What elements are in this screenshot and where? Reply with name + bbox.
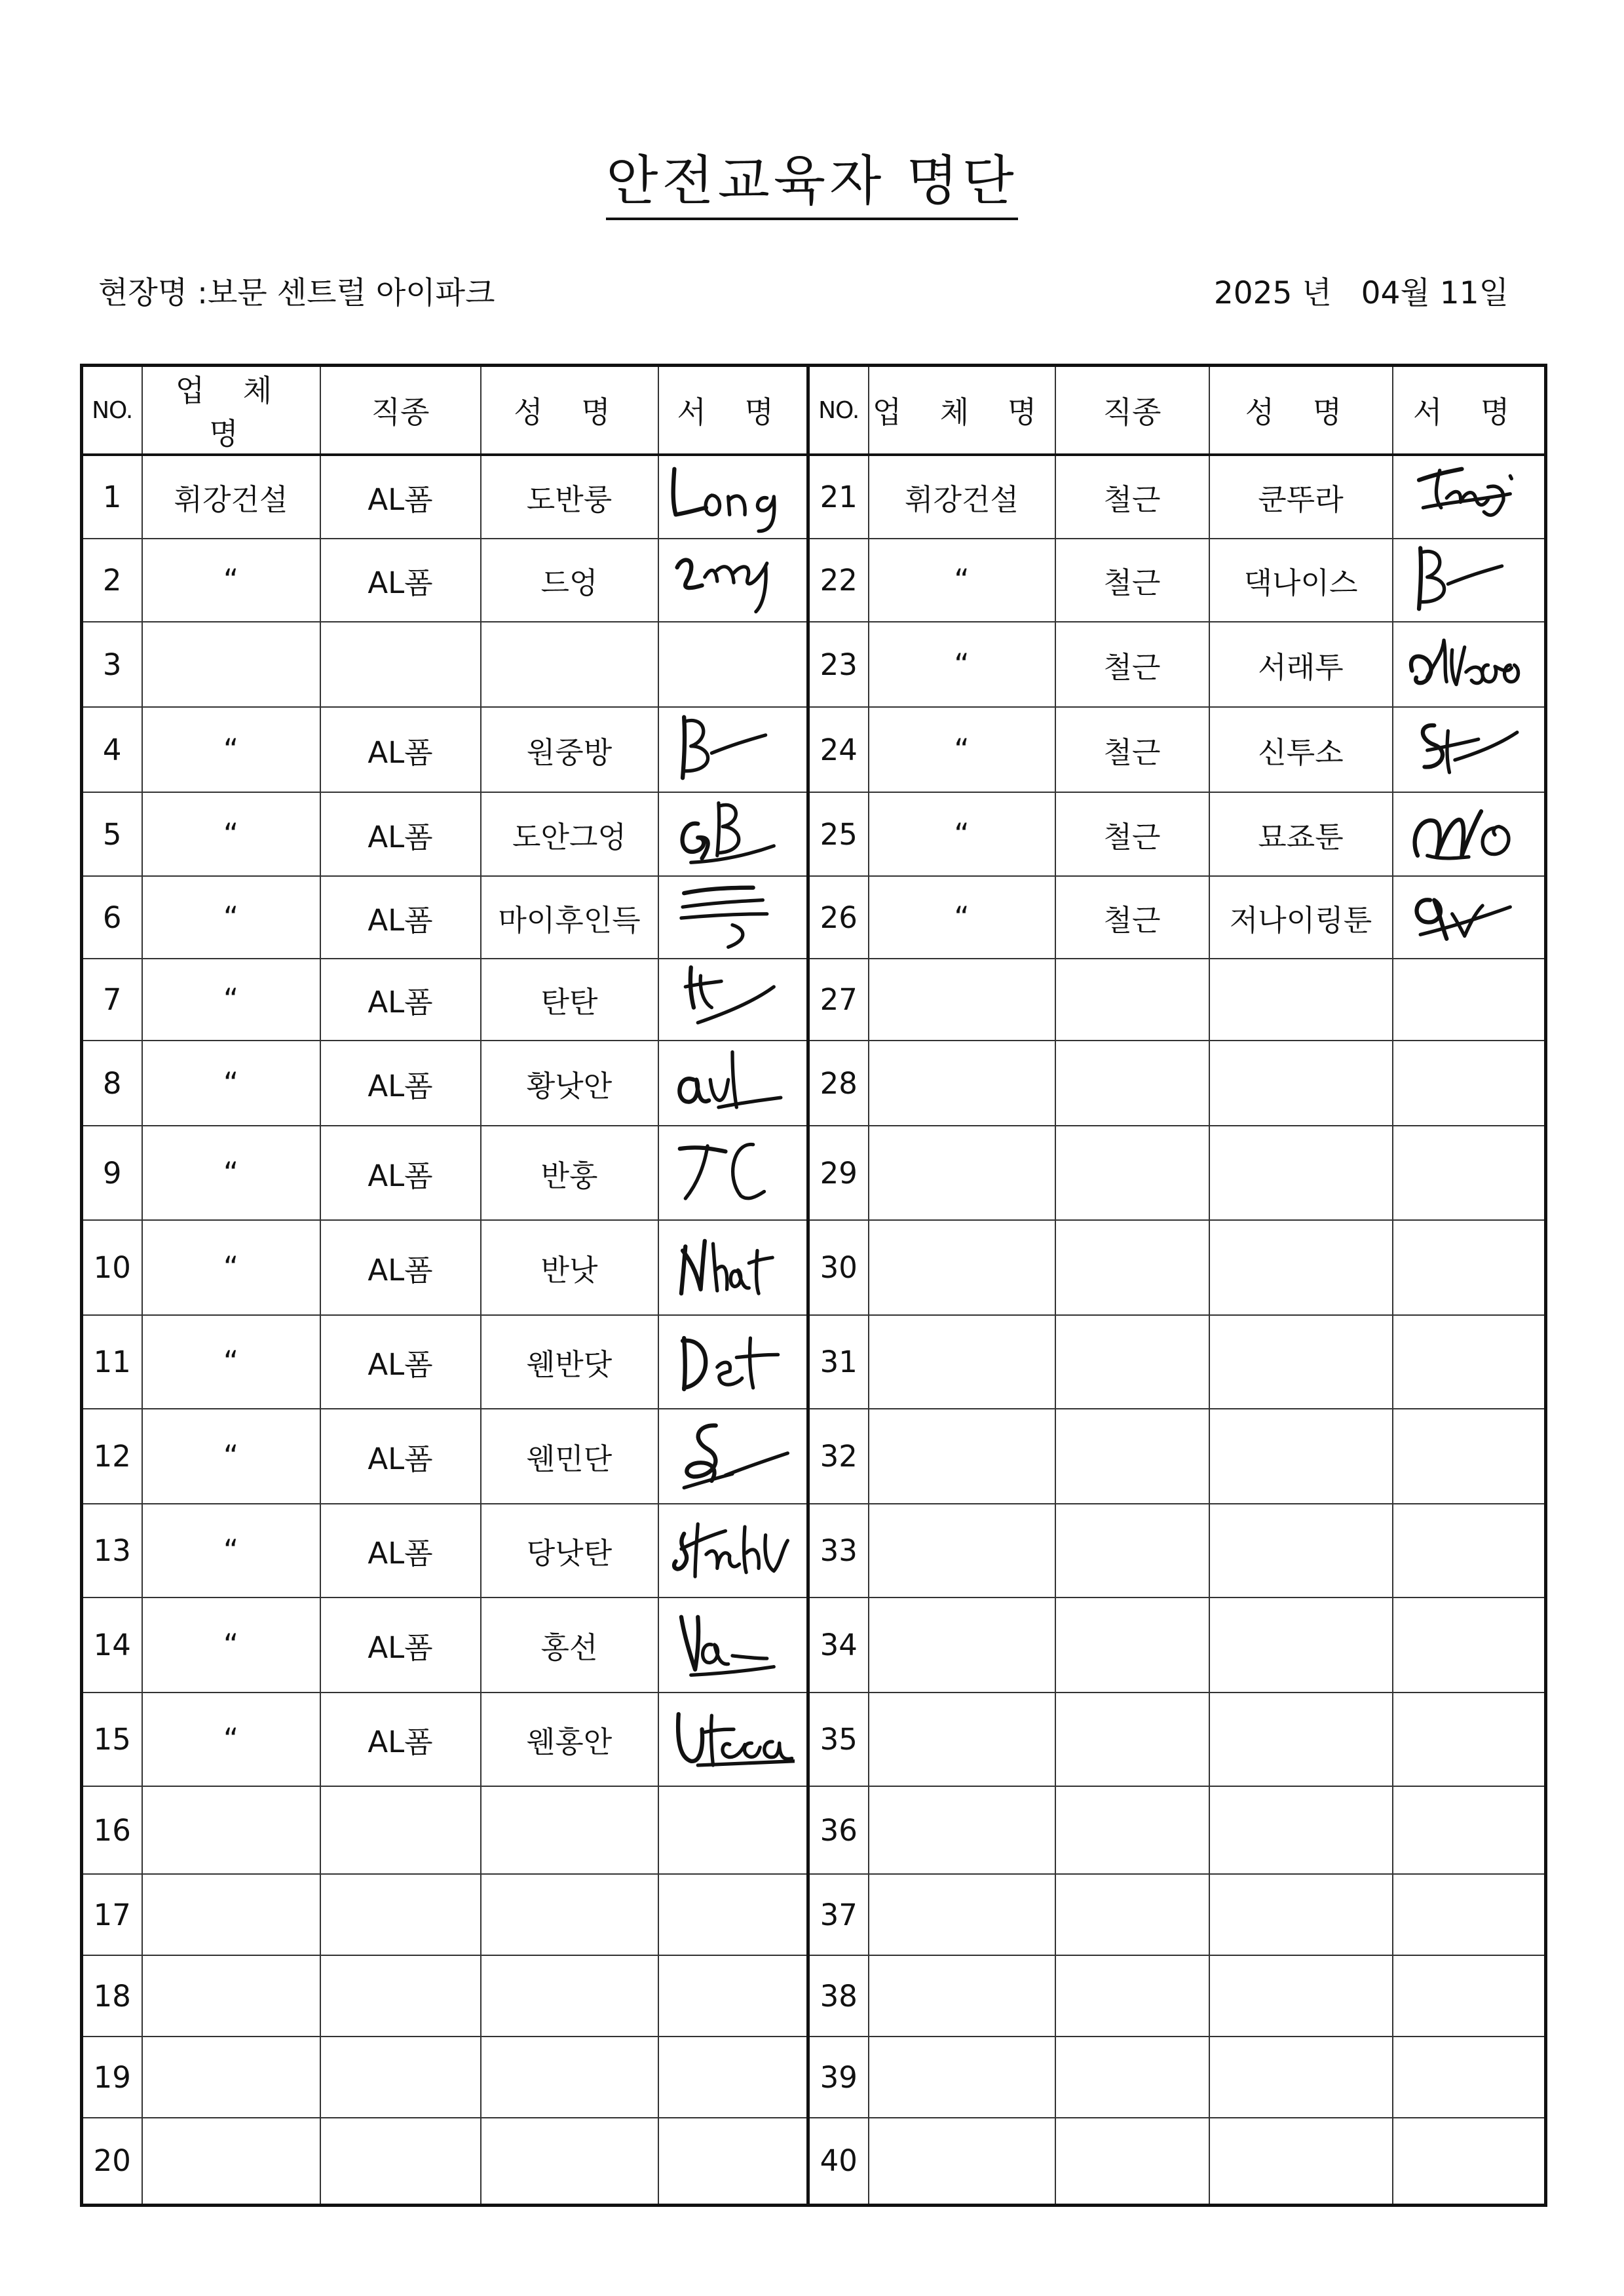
table-row bbox=[82, 1041, 1546, 1126]
row-name: 홍선 bbox=[481, 1598, 658, 1693]
table-row bbox=[82, 1220, 1546, 1315]
row-name bbox=[1209, 1220, 1393, 1315]
signature-mark bbox=[1407, 796, 1531, 872]
row-name: 신투소 bbox=[1209, 707, 1393, 792]
row-signature bbox=[1393, 455, 1546, 539]
row-company bbox=[869, 1220, 1055, 1315]
row-no: 16 bbox=[82, 1786, 142, 1874]
row-company bbox=[869, 1041, 1055, 1126]
row-signature bbox=[658, 2037, 808, 2118]
row-signature bbox=[1393, 622, 1546, 707]
row-company bbox=[869, 1955, 1055, 2037]
row-name: 도안그엉 bbox=[481, 792, 658, 876]
row-trade bbox=[1055, 1874, 1209, 1955]
row-no: 24 bbox=[808, 707, 869, 792]
header-signature-right: 서 명 bbox=[1393, 366, 1546, 455]
row-no: 27 bbox=[808, 959, 869, 1041]
header-name-left: 성 명 bbox=[481, 366, 658, 455]
date-year: 2025 bbox=[1213, 275, 1293, 311]
row-name bbox=[1209, 1693, 1393, 1786]
row-name: 서래투 bbox=[1209, 622, 1393, 707]
date-month-day: 04월 11일 bbox=[1361, 275, 1509, 311]
row-trade bbox=[320, 2118, 481, 2205]
row-company bbox=[869, 1315, 1055, 1409]
row-signature bbox=[658, 455, 808, 539]
site-label: 현장명 : bbox=[98, 275, 208, 311]
row-company bbox=[142, 622, 320, 707]
table-row bbox=[82, 2037, 1546, 2118]
row-company bbox=[869, 1693, 1055, 1786]
row-name bbox=[1209, 1315, 1393, 1409]
row-no: 6 bbox=[82, 876, 142, 959]
row-signature bbox=[658, 1409, 808, 1504]
row-company: 휘강건설 bbox=[869, 455, 1055, 539]
row-company: “ bbox=[142, 1220, 320, 1315]
table-row bbox=[82, 707, 1546, 792]
row-signature bbox=[658, 1315, 808, 1409]
row-name bbox=[1209, 1955, 1393, 2037]
row-trade: AL폼 bbox=[320, 539, 481, 622]
row-no: 9 bbox=[82, 1126, 142, 1220]
header-trade-left: 직종 bbox=[320, 366, 481, 455]
row-signature bbox=[1393, 959, 1546, 1041]
signature-mark bbox=[670, 796, 795, 872]
row-company bbox=[142, 1786, 320, 1874]
row-trade: AL폼 bbox=[320, 1126, 481, 1220]
row-trade bbox=[1055, 1693, 1209, 1786]
row-no: 39 bbox=[808, 2037, 869, 2118]
row-company bbox=[869, 1874, 1055, 1955]
row-signature bbox=[1393, 1786, 1546, 1874]
table-row bbox=[82, 1786, 1546, 1874]
row-name bbox=[481, 1955, 658, 2037]
row-company: “ bbox=[142, 1041, 320, 1126]
signature-mark bbox=[1407, 712, 1531, 788]
row-no: 12 bbox=[82, 1409, 142, 1504]
row-trade bbox=[320, 1955, 481, 2037]
row-no: 21 bbox=[808, 455, 869, 539]
row-name: 마이후인득 bbox=[481, 876, 658, 959]
row-no: 1 bbox=[82, 455, 142, 539]
row-trade: AL폼 bbox=[320, 1409, 481, 1504]
row-trade bbox=[1055, 1598, 1209, 1693]
row-name: 황낫안 bbox=[481, 1041, 658, 1126]
row-trade bbox=[320, 2037, 481, 2118]
row-no: 7 bbox=[82, 959, 142, 1041]
table-row bbox=[82, 1874, 1546, 1955]
row-signature bbox=[1393, 1955, 1546, 2037]
row-signature bbox=[658, 959, 808, 1041]
row-signature bbox=[658, 539, 808, 622]
row-company: “ bbox=[142, 1315, 320, 1409]
row-signature bbox=[1393, 1504, 1546, 1598]
row-trade bbox=[1055, 1126, 1209, 1220]
row-signature bbox=[1393, 1126, 1546, 1220]
site-name: 보문 센트럴 아이파크 bbox=[207, 275, 495, 311]
row-signature bbox=[658, 792, 808, 876]
row-signature bbox=[658, 1041, 808, 1126]
row-signature bbox=[1393, 1220, 1546, 1315]
table-row bbox=[82, 1126, 1546, 1220]
row-no: 30 bbox=[808, 1220, 869, 1315]
row-company bbox=[142, 1955, 320, 2037]
row-signature bbox=[658, 876, 808, 959]
row-company bbox=[142, 2037, 320, 2118]
header-company-left: 업 체 명 bbox=[142, 366, 320, 455]
row-trade: 철근 bbox=[1055, 622, 1209, 707]
row-company: “ bbox=[869, 792, 1055, 876]
row-trade: 철근 bbox=[1055, 455, 1209, 539]
row-name: 댁나이스 bbox=[1209, 539, 1393, 622]
row-no: 32 bbox=[808, 1409, 869, 1504]
row-company: “ bbox=[142, 1126, 320, 1220]
row-no: 33 bbox=[808, 1504, 869, 1598]
date-year-unit: 년 bbox=[1302, 275, 1332, 311]
page-title-text: 안전교육자 명단 bbox=[606, 150, 1018, 220]
row-name: 당낫탄 bbox=[481, 1504, 658, 1598]
row-no: 10 bbox=[82, 1220, 142, 1315]
row-no: 5 bbox=[82, 792, 142, 876]
row-company: “ bbox=[869, 539, 1055, 622]
row-signature bbox=[658, 622, 808, 707]
row-trade bbox=[1055, 1220, 1209, 1315]
row-no: 23 bbox=[808, 622, 869, 707]
row-trade: AL폼 bbox=[320, 1041, 481, 1126]
row-trade bbox=[320, 1874, 481, 1955]
row-trade: AL폼 bbox=[320, 1504, 481, 1598]
row-signature bbox=[658, 1693, 808, 1786]
row-no: 28 bbox=[808, 1041, 869, 1126]
row-no: 8 bbox=[82, 1041, 142, 1126]
row-name bbox=[1209, 959, 1393, 1041]
table-row bbox=[82, 792, 1546, 876]
row-no: 36 bbox=[808, 1786, 869, 1874]
attendance-table bbox=[80, 364, 1547, 2207]
row-trade bbox=[320, 622, 481, 707]
header-signature-left: 서 명 bbox=[658, 366, 808, 455]
row-name bbox=[481, 1786, 658, 1874]
row-name bbox=[481, 2118, 658, 2205]
row-name: 저나이링툰 bbox=[1209, 876, 1393, 959]
signature-mark bbox=[670, 1513, 795, 1589]
row-no: 2 bbox=[82, 539, 142, 622]
table-row bbox=[82, 455, 1546, 539]
row-name bbox=[1209, 2037, 1393, 2118]
header-no-right: NO. bbox=[808, 366, 869, 455]
row-name bbox=[481, 2037, 658, 2118]
table-row bbox=[82, 1409, 1546, 1504]
row-name: 웬홍안 bbox=[481, 1693, 658, 1786]
row-no: 22 bbox=[808, 539, 869, 622]
row-trade: AL폼 bbox=[320, 1315, 481, 1409]
signature-mark bbox=[1407, 543, 1531, 619]
table-row bbox=[82, 1315, 1546, 1409]
row-no: 31 bbox=[808, 1315, 869, 1409]
row-company bbox=[142, 1874, 320, 1955]
table-row bbox=[82, 539, 1546, 622]
page-title bbox=[0, 145, 1624, 218]
row-no: 20 bbox=[82, 2118, 142, 2205]
row-signature bbox=[658, 1504, 808, 1598]
row-trade: AL폼 bbox=[320, 792, 481, 876]
row-name: 도반룽 bbox=[481, 455, 658, 539]
signature-mark bbox=[670, 1419, 795, 1495]
row-name: 드엉 bbox=[481, 539, 658, 622]
row-company bbox=[142, 2118, 320, 2205]
row-company: 휘강건설 bbox=[142, 455, 320, 539]
signature-mark bbox=[670, 1324, 795, 1400]
row-name bbox=[1209, 1874, 1393, 1955]
row-name: 웬반닷 bbox=[481, 1315, 658, 1409]
row-signature bbox=[1393, 876, 1546, 959]
row-name bbox=[1209, 1504, 1393, 1598]
row-company bbox=[869, 959, 1055, 1041]
row-no: 3 bbox=[82, 622, 142, 707]
row-no: 38 bbox=[808, 1955, 869, 2037]
row-signature bbox=[1393, 2037, 1546, 2118]
row-no: 25 bbox=[808, 792, 869, 876]
row-trade bbox=[1055, 2118, 1209, 2205]
row-signature bbox=[1393, 1409, 1546, 1504]
row-signature bbox=[658, 1786, 808, 1874]
row-company: “ bbox=[142, 792, 320, 876]
row-company: “ bbox=[142, 1409, 320, 1504]
table-header-row bbox=[82, 366, 1546, 455]
header-name-right: 성 명 bbox=[1209, 366, 1393, 455]
signature-mark bbox=[670, 1702, 795, 1778]
signature-mark bbox=[1407, 879, 1531, 955]
row-company: “ bbox=[142, 876, 320, 959]
row-name bbox=[1209, 1598, 1393, 1693]
row-signature bbox=[1393, 1315, 1546, 1409]
signature-mark bbox=[1407, 626, 1531, 702]
row-company: “ bbox=[869, 622, 1055, 707]
row-signature bbox=[658, 707, 808, 792]
row-trade bbox=[1055, 1041, 1209, 1126]
header-no-left: NO. bbox=[82, 366, 142, 455]
row-company bbox=[869, 1409, 1055, 1504]
row-no: 40 bbox=[808, 2118, 869, 2205]
row-no: 37 bbox=[808, 1874, 869, 1955]
row-name: 쿤뚜라 bbox=[1209, 455, 1393, 539]
row-no: 17 bbox=[82, 1874, 142, 1955]
row-trade: AL폼 bbox=[320, 455, 481, 539]
row-trade bbox=[320, 1786, 481, 1874]
row-company: “ bbox=[142, 1504, 320, 1598]
row-company bbox=[869, 2118, 1055, 2205]
row-trade bbox=[1055, 1315, 1209, 1409]
row-company: “ bbox=[142, 1693, 320, 1786]
row-name bbox=[1209, 1126, 1393, 1220]
row-trade: AL폼 bbox=[320, 959, 481, 1041]
row-name: 원중방 bbox=[481, 707, 658, 792]
row-signature bbox=[1393, 1874, 1546, 1955]
row-signature bbox=[1393, 707, 1546, 792]
table-row bbox=[82, 1504, 1546, 1598]
row-signature bbox=[658, 1126, 808, 1220]
header-trade-right: 직종 bbox=[1055, 366, 1209, 455]
row-no: 19 bbox=[82, 2037, 142, 2118]
row-company: “ bbox=[869, 876, 1055, 959]
row-trade: 철근 bbox=[1055, 707, 1209, 792]
row-name bbox=[1209, 1041, 1393, 1126]
row-name: 웬민단 bbox=[481, 1409, 658, 1504]
table-row bbox=[82, 1693, 1546, 1786]
table-row bbox=[82, 959, 1546, 1041]
signature-mark bbox=[670, 712, 795, 788]
signature-mark bbox=[670, 879, 795, 955]
row-signature bbox=[658, 1955, 808, 2037]
table-row bbox=[82, 2118, 1546, 2205]
row-trade: 철근 bbox=[1055, 792, 1209, 876]
row-signature bbox=[1393, 539, 1546, 622]
signature-mark bbox=[670, 1045, 795, 1121]
row-signature bbox=[658, 2118, 808, 2205]
row-no: 29 bbox=[808, 1126, 869, 1220]
row-no: 35 bbox=[808, 1693, 869, 1786]
signature-mark bbox=[670, 1607, 795, 1683]
row-no: 11 bbox=[82, 1315, 142, 1409]
row-signature bbox=[1393, 1598, 1546, 1693]
row-no: 14 bbox=[82, 1598, 142, 1693]
row-no: 13 bbox=[82, 1504, 142, 1598]
row-company bbox=[869, 1598, 1055, 1693]
row-name: 탄탄 bbox=[481, 959, 658, 1041]
table-row bbox=[82, 1955, 1546, 2037]
row-trade bbox=[1055, 1409, 1209, 1504]
row-no: 15 bbox=[82, 1693, 142, 1786]
site-line bbox=[98, 274, 495, 313]
row-signature bbox=[1393, 1041, 1546, 1126]
row-signature bbox=[658, 1220, 808, 1315]
row-name bbox=[1209, 1409, 1393, 1504]
date-line bbox=[1214, 274, 1509, 313]
row-company bbox=[869, 2037, 1055, 2118]
row-trade: AL폼 bbox=[320, 1220, 481, 1315]
row-company: “ bbox=[142, 959, 320, 1041]
row-trade bbox=[1055, 1955, 1209, 2037]
row-trade: AL폼 bbox=[320, 707, 481, 792]
row-company bbox=[869, 1786, 1055, 1874]
row-signature bbox=[1393, 1693, 1546, 1786]
row-company: “ bbox=[142, 1598, 320, 1693]
row-name: 반훙 bbox=[481, 1126, 658, 1220]
row-company: “ bbox=[869, 707, 1055, 792]
row-no: 26 bbox=[808, 876, 869, 959]
row-signature bbox=[658, 1874, 808, 1955]
row-name bbox=[481, 622, 658, 707]
row-signature bbox=[658, 1598, 808, 1693]
table-row bbox=[82, 622, 1546, 707]
signature-mark bbox=[670, 543, 795, 619]
row-name bbox=[1209, 2118, 1393, 2205]
signature-mark bbox=[670, 459, 795, 535]
row-no: 18 bbox=[82, 1955, 142, 2037]
row-signature bbox=[1393, 792, 1546, 876]
row-trade: AL폼 bbox=[320, 876, 481, 959]
row-name: 반낫 bbox=[481, 1220, 658, 1315]
row-no: 34 bbox=[808, 1598, 869, 1693]
row-name bbox=[481, 1874, 658, 1955]
row-company: “ bbox=[142, 707, 320, 792]
header-company-right: 업 체 명 bbox=[869, 366, 1055, 455]
row-trade bbox=[1055, 1504, 1209, 1598]
row-trade bbox=[1055, 959, 1209, 1041]
signature-mark bbox=[670, 1135, 795, 1211]
table-row bbox=[82, 1598, 1546, 1693]
row-no: 4 bbox=[82, 707, 142, 792]
row-company: “ bbox=[142, 539, 320, 622]
row-company bbox=[869, 1126, 1055, 1220]
row-name: 묘죠툰 bbox=[1209, 792, 1393, 876]
signature-mark bbox=[670, 1230, 795, 1306]
signature-mark bbox=[670, 962, 795, 1038]
row-company bbox=[869, 1504, 1055, 1598]
row-signature bbox=[1393, 2118, 1546, 2205]
row-trade: AL폼 bbox=[320, 1598, 481, 1693]
table-row bbox=[82, 876, 1546, 959]
row-name bbox=[1209, 1786, 1393, 1874]
signature-mark bbox=[1407, 459, 1531, 535]
row-trade: 철근 bbox=[1055, 876, 1209, 959]
row-trade: 철근 bbox=[1055, 539, 1209, 622]
row-trade bbox=[1055, 2037, 1209, 2118]
row-trade: AL폼 bbox=[320, 1693, 481, 1786]
row-trade bbox=[1055, 1786, 1209, 1874]
